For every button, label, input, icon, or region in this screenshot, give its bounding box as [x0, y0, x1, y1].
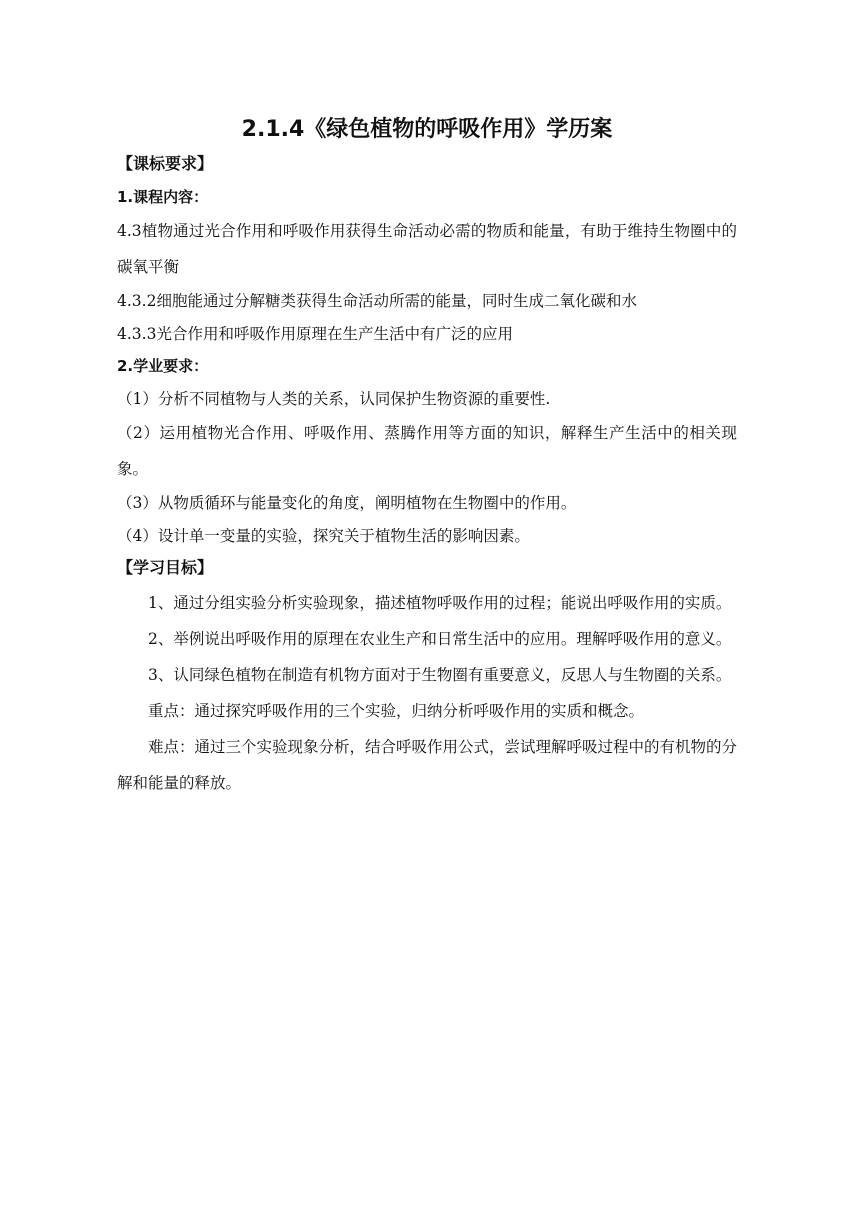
difficulty-point: 难点：通过三个实验现象分析，结合呼吸作用公式，尝试理解呼吸过程中的有机物的分解和能量的释放。 — [117, 737, 738, 792]
section-heading-goals: 【学习目标】 — [117, 558, 214, 577]
course-line: 4.3.2细胞能通过分解糖类获得生命活动所需的能量，同时生成二氧化碳和水 — [117, 292, 637, 310]
document-title: 2.1.4《绿色植物的呼吸作用》学历案 — [241, 117, 613, 142]
section-heading-standards: 【课标要求】 — [117, 154, 214, 173]
document-body — [117, 112, 737, 801]
course-content-label: 1.课程内容： — [117, 187, 209, 206]
key-point: 重点：通过探究呼吸作用的三个实验，归纳分析呼吸作用的实质和概念。 — [148, 701, 645, 720]
academic-requirements-label: 2.学业要求： — [117, 357, 209, 375]
academic-item: （3）从物质循环与能量变化的角度，阐明植物在生物圈中的作用。 — [117, 494, 577, 512]
academic-item: （4）设计单一变量的实验，探究关于植物生活的影响因素。 — [117, 526, 530, 545]
learning-goal: 3、认同绿色植物在制造有机物方面对于生物圈有重要意义，反思人与生物圈的关系。 — [148, 665, 732, 684]
learning-goal: 1、通过分组实验分析实验现象，描述植物呼吸作用的过程；能说出呼吸作用的实质。 — [148, 593, 732, 612]
academic-item: （2）运用植物光合作用、呼吸作用、蒸腾作用等方面的知识，解释生产生活中的相关现象。 — [117, 424, 737, 478]
course-line: 4.3.3光合作用和呼吸作用原理在生产生活中有广泛的应用 — [117, 324, 513, 343]
course-line: 4.3植物通过光合作用和呼吸作用获得生命活动必需的物质和能量，有助于维持生物圈中的碳氧平衡 — [117, 222, 737, 276]
academic-item: （1）分析不同植物与人类的关系，认同保护生物资源的重要性. — [117, 389, 551, 408]
learning-goal: 2、举例说出呼吸作用的原理在农业生产和日常生活中的应用。理解呼吸作用的意义。 — [148, 629, 732, 648]
